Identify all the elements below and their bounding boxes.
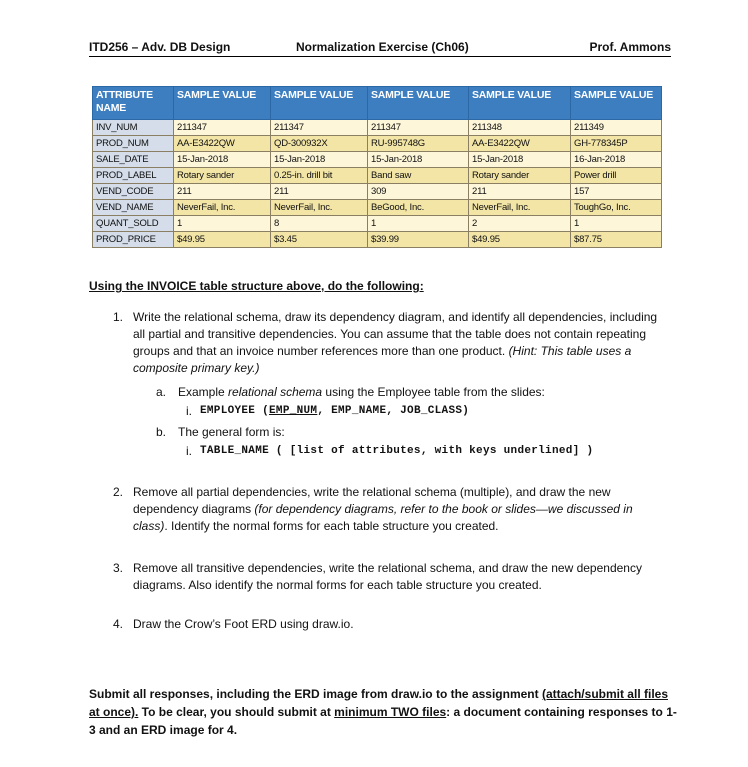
sample-value-cell: 211 bbox=[174, 184, 271, 200]
sample-value-cell: Rotary sander bbox=[174, 168, 271, 184]
submit-emphasis-1: (attach/submit all files at once). bbox=[89, 687, 668, 719]
column-header: ATTRIBUTE NAME bbox=[93, 87, 174, 120]
submit-emphasis-2: minimum TWO files bbox=[334, 705, 447, 719]
submit-text-2: To be clear, you should submit at bbox=[138, 705, 335, 719]
schema-primary-key: EMP_NUM bbox=[269, 405, 318, 417]
sample-value-cell: Rotary sander bbox=[469, 168, 571, 184]
sample-value-cell: 211 bbox=[271, 184, 368, 200]
question-number: 4. bbox=[113, 617, 124, 631]
schema-table-name: EMPLOYEE ( bbox=[200, 405, 270, 417]
table-row bbox=[93, 120, 662, 136]
sample-value-cell: 1 bbox=[368, 216, 469, 232]
sample-value-cell: AA-E3422QW bbox=[469, 136, 571, 152]
attribute-name-cell: PROD_LABEL bbox=[93, 168, 174, 184]
list-label: i. bbox=[186, 444, 192, 458]
table-row bbox=[93, 136, 662, 152]
attribute-name-cell: PROD_PRICE bbox=[93, 232, 174, 248]
example-emphasis: relational schema bbox=[228, 385, 323, 399]
table-row bbox=[93, 200, 662, 216]
page-header bbox=[89, 36, 671, 57]
column-header: SAMPLE VALUE bbox=[571, 87, 662, 120]
question-1a bbox=[156, 384, 545, 401]
list-label: a. bbox=[156, 385, 167, 399]
sample-value-cell: $49.95 bbox=[469, 232, 571, 248]
question-number: 1. bbox=[113, 310, 124, 324]
attribute-name-cell: VEND_CODE bbox=[93, 184, 174, 200]
sample-value-cell: $39.99 bbox=[368, 232, 469, 248]
schema-attributes: , EMP_NAME, JOB_CLASS) bbox=[317, 405, 470, 417]
sample-value-cell: 15-Jan-2018 bbox=[368, 152, 469, 168]
document-title: Normalization Exercise (Ch06) bbox=[296, 40, 469, 54]
question-1-text: Write the relational schema, draw its dependency diagram, and identify all dependencies, including all partial and transitive dependencies. You can assume that the table does not contain repeating groups and that an invoice number references more than one product. bbox=[133, 310, 658, 358]
question-text: Draw the Crow’s Foot ERD using draw.io. bbox=[133, 617, 354, 631]
course-title: ITD256 – Adv. DB Design bbox=[89, 40, 231, 54]
question-number: 2. bbox=[113, 485, 124, 499]
general-form-schema: TABLE_NAME ( [list of attributes, with keys underlined] ) bbox=[200, 445, 594, 457]
column-header: SAMPLE VALUE bbox=[271, 87, 368, 120]
question-text bbox=[133, 484, 663, 535]
table-row bbox=[93, 184, 662, 200]
sample-value-cell: $3.45 bbox=[271, 232, 368, 248]
column-header: SAMPLE VALUE bbox=[469, 87, 571, 120]
sample-value-cell: NeverFail, Inc. bbox=[469, 200, 571, 216]
question-text bbox=[133, 309, 663, 377]
instructor-name: Prof. Ammons bbox=[589, 40, 671, 54]
list-label: i. bbox=[186, 404, 192, 418]
sample-value-cell: 15-Jan-2018 bbox=[174, 152, 271, 168]
attribute-name-cell: VEND_NAME bbox=[93, 200, 174, 216]
question-1b bbox=[156, 424, 285, 441]
sample-value-cell: BeGood, Inc. bbox=[368, 200, 469, 216]
invoice-table bbox=[92, 86, 662, 248]
sample-value-cell: 0.25-in. drill bit bbox=[271, 168, 368, 184]
sample-value-cell: 211347 bbox=[174, 120, 271, 136]
general-form-text: The general form is: bbox=[178, 425, 285, 439]
sample-value-cell: 8 bbox=[271, 216, 368, 232]
sample-value-cell: 15-Jan-2018 bbox=[271, 152, 368, 168]
table-row bbox=[93, 216, 662, 232]
sample-value-cell: 211349 bbox=[571, 120, 662, 136]
question-2-text-end: . Identify the normal forms for each table structure you created. bbox=[164, 519, 499, 533]
table-header-row bbox=[93, 87, 662, 120]
sample-value-cell: 15-Jan-2018 bbox=[469, 152, 571, 168]
table-row bbox=[93, 152, 662, 168]
sample-value-cell: 1 bbox=[571, 216, 662, 232]
table-row bbox=[93, 232, 662, 248]
attribute-name-cell: SALE_DATE bbox=[93, 152, 174, 168]
example-text: Example bbox=[178, 385, 229, 399]
sample-value-cell: 309 bbox=[368, 184, 469, 200]
table-body bbox=[93, 120, 662, 248]
sample-value-cell: NeverFail, Inc. bbox=[271, 200, 368, 216]
sample-value-cell: RU-995748G bbox=[368, 136, 469, 152]
column-header: SAMPLE VALUE bbox=[368, 87, 469, 120]
sample-value-cell: NeverFail, Inc. bbox=[174, 200, 271, 216]
column-header: SAMPLE VALUE bbox=[174, 87, 271, 120]
table-row bbox=[93, 168, 662, 184]
sample-value-cell: 2 bbox=[469, 216, 571, 232]
question-1b-i bbox=[186, 443, 594, 460]
sample-value-cell: 211347 bbox=[271, 120, 368, 136]
question-1-hint: (Hint: This table uses a composite primary key.) bbox=[133, 344, 632, 375]
instructions-intro: Using the INVOICE table structure above, do the following: bbox=[89, 279, 424, 293]
sample-value-cell: 211348 bbox=[469, 120, 571, 136]
sample-value-cell: Power drill bbox=[571, 168, 662, 184]
sample-value-cell: ToughGo, Inc. bbox=[571, 200, 662, 216]
question-2-emphasis: (for dependency diagrams, refer to the book or slides—we discussed in class) bbox=[133, 502, 633, 533]
sample-value-cell: 157 bbox=[571, 184, 662, 200]
sample-value-cell: 1 bbox=[174, 216, 271, 232]
sample-value-cell: GH-778345P bbox=[571, 136, 662, 152]
question-2-text: Remove all partial dependencies, write the relational schema (multiple), and draw the new dependency diagrams bbox=[133, 485, 611, 516]
question-number: 3. bbox=[113, 561, 124, 575]
sample-value-cell: $87.75 bbox=[571, 232, 662, 248]
sample-value-cell: 16-Jan-2018 bbox=[571, 152, 662, 168]
sample-value-cell: Band saw bbox=[368, 168, 469, 184]
submit-text-3: : a document containing responses to 1-3 and an ERD image for 4. bbox=[89, 705, 677, 737]
submission-instructions bbox=[89, 685, 679, 739]
question-1a-i bbox=[186, 403, 470, 420]
submit-text: Submit all responses, including the ERD image from draw.io to the assignment bbox=[89, 687, 542, 701]
list-label: b. bbox=[156, 425, 167, 439]
sample-value-cell: AA-E3422QW bbox=[174, 136, 271, 152]
example-text-end: using the Employee table from the slides: bbox=[322, 385, 545, 399]
sample-value-cell: 211 bbox=[469, 184, 571, 200]
sample-value-cell: QD-300932X bbox=[271, 136, 368, 152]
attribute-name-cell: QUANT_SOLD bbox=[93, 216, 174, 232]
attribute-name-cell: INV_NUM bbox=[93, 120, 174, 136]
sample-value-cell: 211347 bbox=[368, 120, 469, 136]
attribute-name-cell: PROD_NUM bbox=[93, 136, 174, 152]
sample-value-cell: $49.95 bbox=[174, 232, 271, 248]
question-text: Remove all transitive dependencies, write the relational schema, and draw the new dependency diagrams. Also identify the normal forms for each table structure you created. bbox=[133, 561, 642, 592]
